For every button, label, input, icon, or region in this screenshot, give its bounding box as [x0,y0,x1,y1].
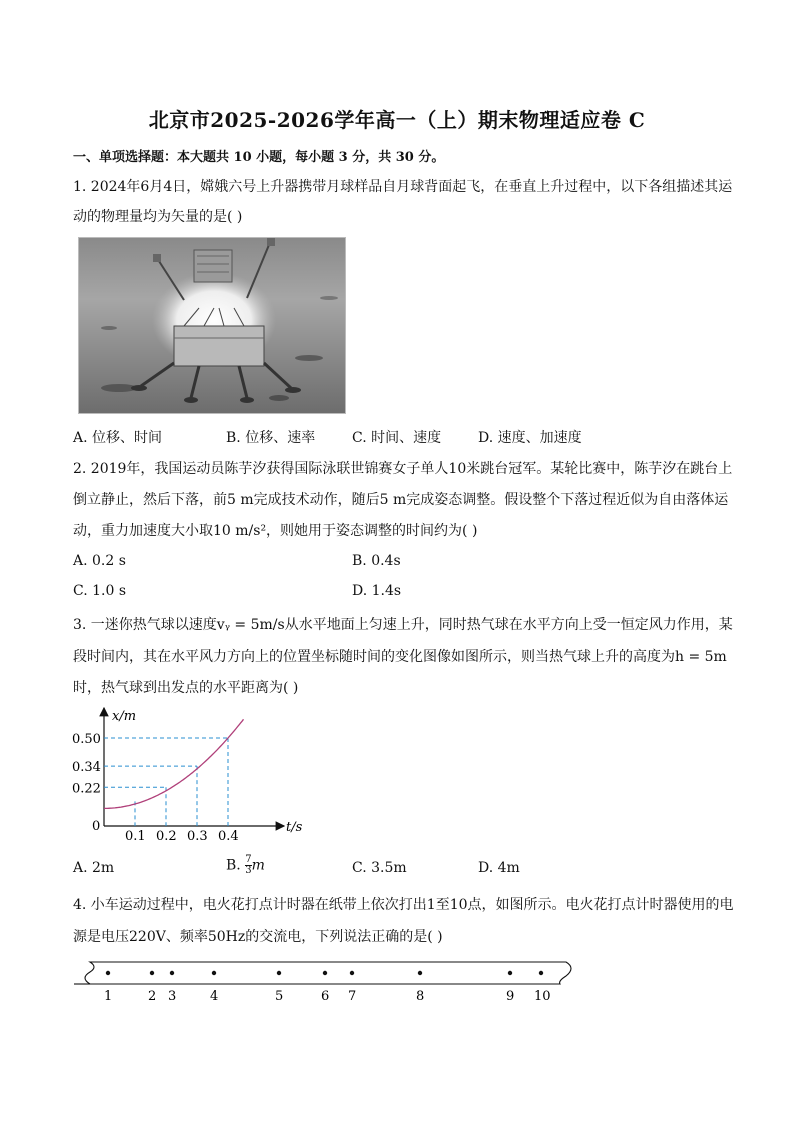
q2-option-a[interactable]: A. 0.2 s [73,553,126,569]
origin-label: 0 [92,819,101,834]
tape-dot [539,971,543,975]
tape-dot [150,971,154,975]
q2-line1: 2. 2019年，我国运动员陈芋汐获得国际泳联世锦赛女子单人10米跳台冠军。某轮比赛中，陈芋汐在跳台上 [73,461,733,477]
tape-dot-label: 5 [275,989,284,1004]
paper-tape [70,958,580,1008]
section-header: 一、单项选择题：本大题共 10 小题，每小题 3 分，共 30 分。 [73,150,445,165]
lander-photo [78,237,346,414]
q1-line1: 1. 2024年6月4日，嫦娥六号上升器携带月球样品自月球背面起飞，在垂直上升过程中，以下各组描述其运 [73,179,733,195]
y-axis-label: x/m [112,709,137,724]
tape-dot-label: 7 [348,989,357,1004]
q3-xt-chart [68,700,318,840]
q2-option-b[interactable]: B. 0.4s [352,553,401,569]
q3-line2: 段时间内，其在水平风力方向上的位置坐标随时间的变化图像如图所示，则当热气球上升的高度为h = 5m [73,649,727,665]
tape-dot-label: 2 [148,989,157,1004]
tape-dot-label: 9 [506,989,515,1004]
q3-option-d[interactable]: D. 4m [478,860,520,876]
q1-option-d[interactable]: D. 速度、加速度 [478,430,582,446]
q1-line2: 动的物理量均为矢量的是( ) [73,209,243,225]
page-title: 北京市2025-2026学年高一（上）期末物理适应卷 C [148,108,646,132]
q3-option-c[interactable]: C. 3.5m [352,860,407,876]
q2-option-c[interactable]: C. 1.0 s [73,583,127,599]
q3-line3: 时，热气球到出发点的水平距离为( ) [73,680,299,696]
tape-dot-label: 8 [416,989,425,1004]
x-axis-label: t/s [286,820,303,835]
tape-dot [350,971,354,975]
q2-line3: 动，重力加速度大小取10 m/s²，则她用于姿态调整的时间约为( ) [73,523,478,539]
tape-dot-label: 6 [321,989,330,1004]
x-tick-label: 0.4 [218,829,239,840]
tape-dot [508,971,512,975]
tape-dot [106,971,110,975]
tape-dot-label: 3 [168,989,177,1004]
q3-option-a[interactable]: A. 2m [73,860,115,876]
tape-dot-label: 1 [104,989,113,1004]
tape-dot [277,971,281,975]
tape-dot-label: 4 [210,989,219,1004]
q4-line1: 4. 小车运动过程中，电火花打点计时器在纸带上依次打出1至10点，如图所示。电火花打点计时器使用的电 [73,897,734,913]
x-tick-label: 0.2 [156,829,177,840]
q4-line2: 源是电压220V、频率50Hz的交流电，下列说法正确的是( ) [73,929,443,945]
y-tick-label: 0.50 [72,732,101,747]
q3-option-b[interactable]: B. $\frac{7}{3}$ m [226,854,265,876]
x-tick-label: 0.3 [187,829,208,840]
tape-dot [323,971,327,975]
x-tick-label: 0.1 [125,829,146,840]
q2-line2: 倒立静止，然后下落，前5 m完成技术动作，随后5 m完成姿态调整。假设整个下落过程近似为自由落体运 [73,492,729,508]
y-tick-label: 0.22 [72,781,101,797]
series-curve [104,719,244,808]
q2-option-d[interactable]: D. 1.4s [352,583,402,599]
tape-dot-label: 10 [534,989,551,1004]
q1-option-c[interactable]: C. 时间、速度 [352,430,442,446]
q1-option-b[interactable]: B. 位移、速率 [226,430,316,446]
tape-dot [418,971,422,975]
tape-dot [170,971,174,975]
tape-dot [212,971,216,975]
q3-line1: 3. 一迷你热气球以速度vᵧ = 5m/s从水平地面上匀速上升，同时热气球在水平方向上受一恒定风力作用，某 [73,617,733,633]
q1-option-a[interactable]: A. 位移、时间 [73,430,163,446]
y-tick-label: 0.34 [72,760,101,776]
